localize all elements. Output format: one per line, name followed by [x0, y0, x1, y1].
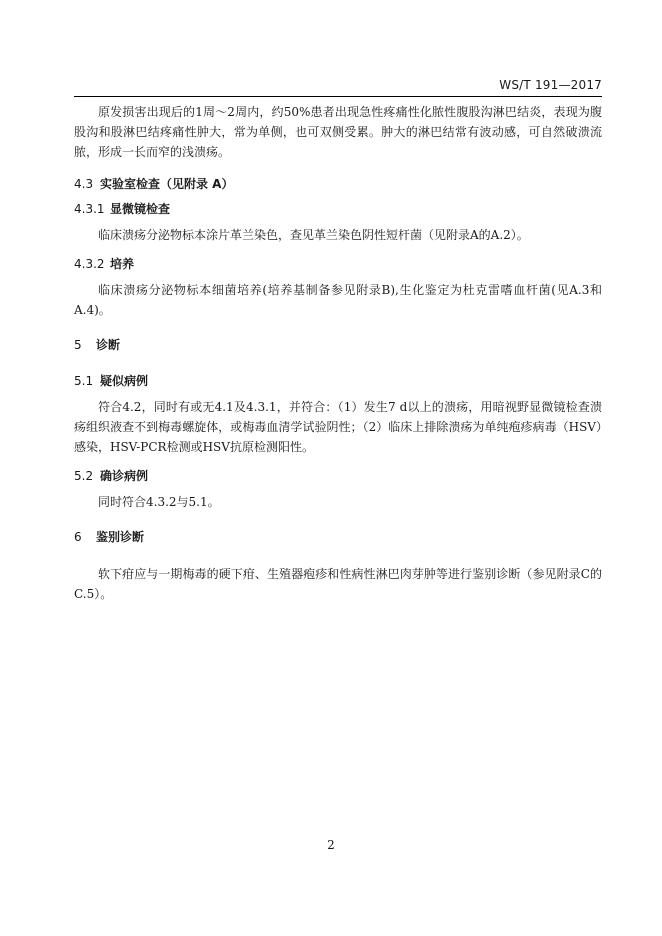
heading-5-2	[74, 467, 602, 485]
heading-6-title: 鉴别诊断	[96, 530, 145, 544]
standard-code: WS/T 191—2017	[499, 78, 602, 92]
suspected-case-paragraph: 符合4.2，同时有或无4.1及4.3.1，并符合：（1）发生7 d以上的溃疡，用暗视野显微镜检查溃疡组织液查不到梅毒螺旋体，或梅毒血清学试验阴性；（2）临床上排除溃疡为单纯疱疹病毒（HSV）感染，HSV-PCR检测或HSV抗原检测阳性。	[74, 400, 602, 454]
intro-paragraph: 原发损害出现后的1周～2周内，约50%患者出现急性疼痛性化脓性腹股沟淋巴结炎，表现为腹股沟和股淋巴结疼痛性肿大，常为单侧，也可双侧受累。肿大的淋巴结常有波动感，可自然破溃流脓，形成一长而窄的浅溃疡。	[74, 105, 602, 159]
heading-6	[74, 528, 602, 546]
heading-5-title: 诊断	[96, 338, 121, 352]
heading-4-3-number: 4.3	[74, 177, 94, 191]
document-body	[74, 102, 602, 604]
heading-5-1-number: 5.1	[74, 374, 94, 388]
header-rule	[74, 96, 602, 97]
heading-5	[74, 336, 602, 354]
culture-paragraph: 临床溃疡分泌物标本细菌培养(培养基制备参见附录B),生化鉴定为杜克雷嗜血杆菌(见A.3和A.4)。	[74, 283, 602, 317]
heading-4-3-1-number: 4.3.1	[74, 202, 105, 216]
heading-6-number: 6	[74, 530, 82, 544]
heading-4-3-1-title: 显微镜检查	[110, 202, 171, 216]
heading-4-3-2-title: 培养	[110, 257, 135, 271]
heading-4-3-2	[74, 255, 602, 273]
heading-4-3	[74, 175, 602, 193]
heading-4-3-title: 实验室检查（见附录 A）	[100, 177, 234, 191]
heading-5-2-number: 5.2	[74, 469, 94, 483]
heading-5-1	[74, 372, 602, 390]
heading-5-2-title: 确诊病例	[100, 469, 149, 483]
heading-4-3-2-number: 4.3.2	[74, 257, 105, 271]
confirmed-case-paragraph: 同时符合4.3.2与5.1。	[98, 495, 220, 509]
heading-5-number: 5	[74, 338, 82, 352]
heading-5-1-title: 疑似病例	[100, 374, 149, 388]
page-number: 2	[327, 838, 335, 852]
differential-diagnosis-paragraph: 软下疳应与一期梅毒的硬下疳、生殖器疱疹和性病性淋巴肉芽肿等进行鉴别诊断（参见附录C的C.5）。	[74, 567, 602, 601]
heading-4-3-1	[74, 200, 602, 218]
microscopy-paragraph: 临床溃疡分泌物标本涂片革兰染色，查见革兰染色阴性短杆菌（见附录A的A.2）。	[98, 228, 529, 242]
